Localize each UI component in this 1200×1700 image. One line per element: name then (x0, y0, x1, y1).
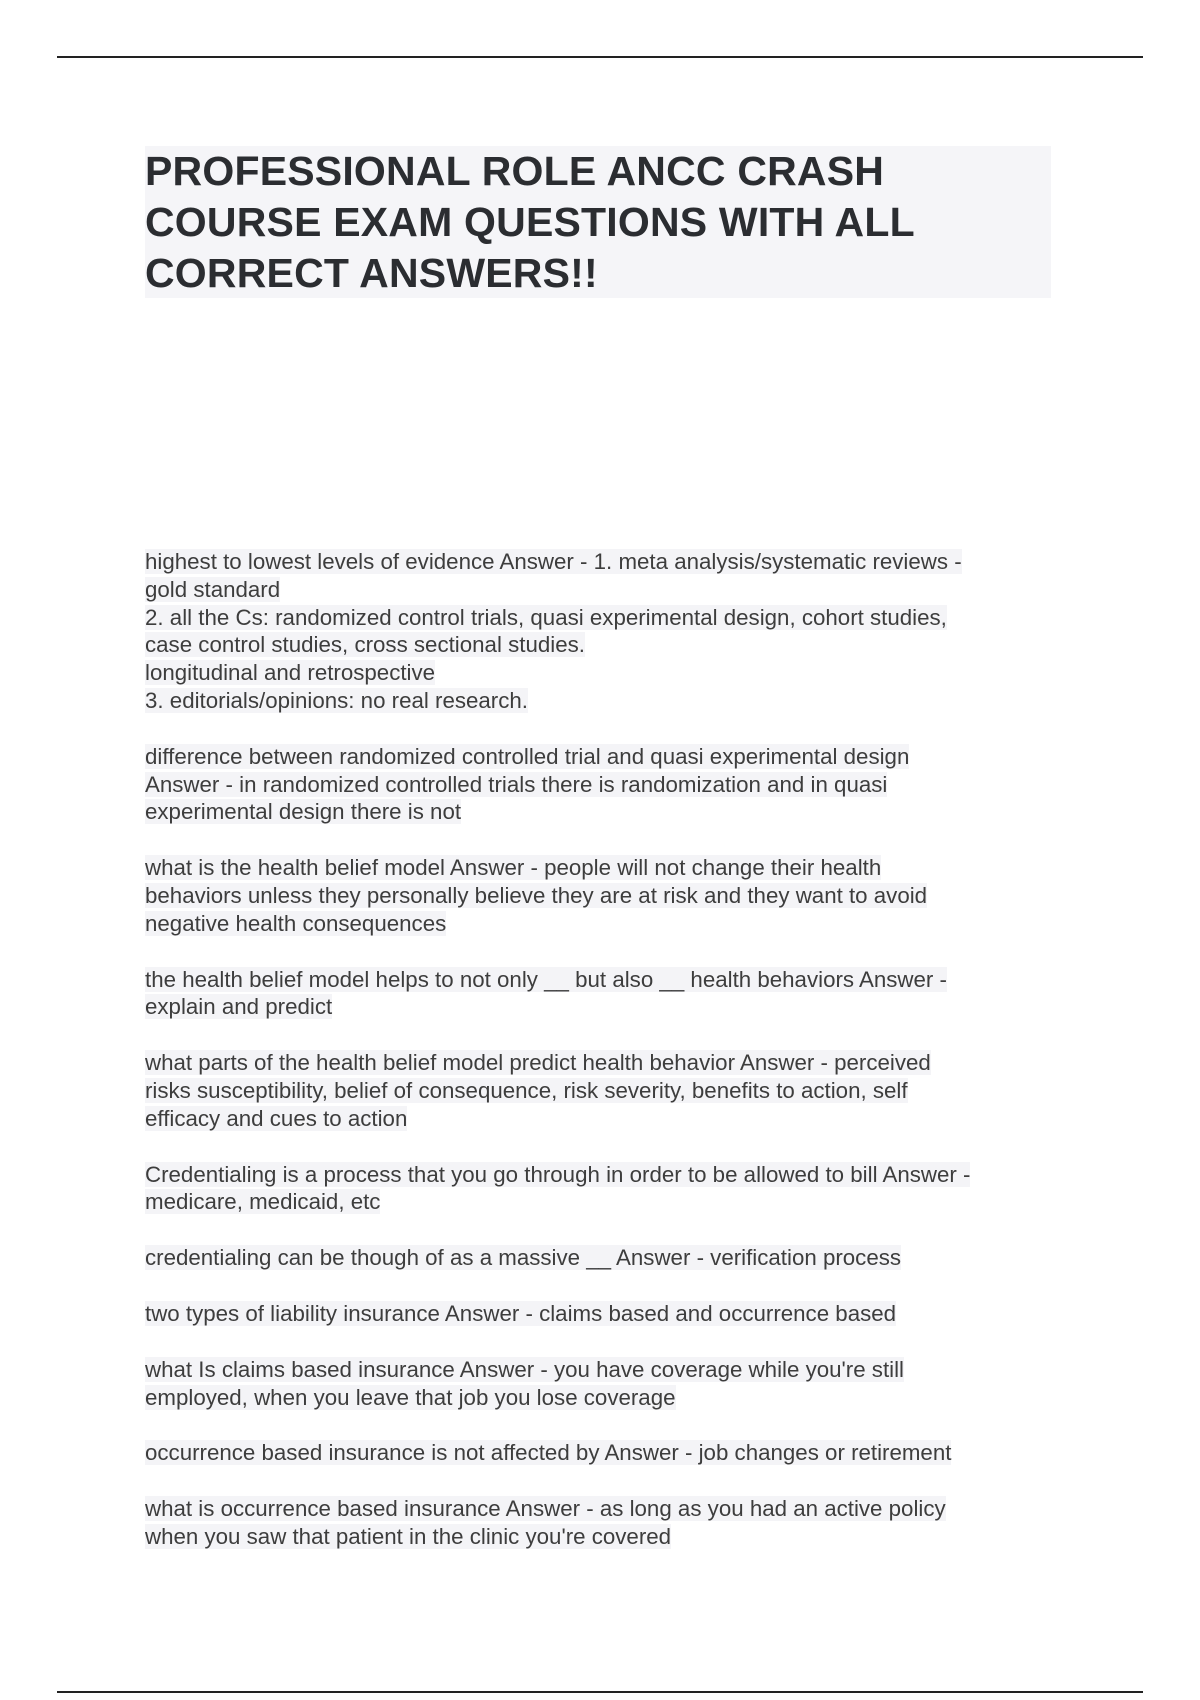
title-box (145, 146, 1051, 298)
qa-line-text: efficacy and cues to action (145, 1105, 408, 1131)
qa-line (145, 1356, 1065, 1384)
qa-entry (145, 1356, 1065, 1412)
qa-entry (145, 1300, 1065, 1328)
qa-line-text: 3. editorials/opinions: no real research. (145, 687, 528, 713)
qa-line (145, 687, 1065, 715)
bottom-rule (57, 1691, 1143, 1693)
qa-line-text: medicare, medicaid, etc (145, 1189, 381, 1215)
qa-entry (145, 1244, 1065, 1272)
qa-entry (145, 1495, 1065, 1551)
title-line: COURSE EXAM QUESTIONS WITH ALL (145, 199, 915, 245)
qa-line-text: two types of liability insurance Answer - claims based and occurrence based (145, 1300, 897, 1326)
qa-line-text: negative health consequences (145, 910, 447, 936)
qa-line (145, 882, 1065, 910)
qa-line-text: case control studies, cross sectional studies. (145, 632, 585, 658)
qa-line-text: 2. all the Cs: randomized control trials, quasi experimental design, cohort studies, (145, 604, 947, 630)
qa-line (145, 1384, 1065, 1412)
qa-line (145, 910, 1065, 938)
title-line: CORRECT ANSWERS!! (145, 250, 598, 296)
qa-line-text: highest to lowest levels of evidence Answer - 1. meta analysis/systematic reviews - (145, 549, 962, 574)
qa-line (145, 854, 1065, 882)
qa-line (145, 659, 1065, 687)
qa-line (145, 631, 1065, 659)
qa-line-text: when you saw that patient in the clinic you're covered (145, 1523, 672, 1549)
qa-line-text: what is the health belief model Answer - people will not change their health (145, 855, 882, 881)
qa-line-text: longitudinal and retrospective (145, 660, 436, 686)
qa-line-text: employed, when you leave that job you lose coverage (145, 1384, 676, 1410)
qa-entry (145, 548, 1065, 715)
qa-line (145, 1161, 1065, 1189)
qa-line (145, 771, 1065, 799)
qa-entry (145, 743, 1065, 826)
qa-line-text: experimental design there is not (145, 799, 462, 825)
qa-line-text: what Is claims based insurance Answer - you have coverage while you're still (145, 1356, 904, 1382)
qa-line (145, 1105, 1065, 1133)
qa-line (145, 966, 1065, 994)
qa-line (145, 743, 1065, 771)
qa-line-text: occurrence based insurance is not affected by Answer - job changes or retirement (145, 1440, 952, 1466)
qa-line-text: what parts of the health belief model predict health behavior Answer - perceived (145, 1050, 931, 1076)
qa-entry (145, 854, 1065, 937)
qa-line-text: explain and predict (145, 994, 333, 1020)
qa-line (145, 993, 1065, 1021)
top-rule (57, 56, 1143, 58)
qa-line-text: behaviors unless they personally believe they are at risk and they want to avoid (145, 882, 928, 908)
qa-entry (145, 1049, 1065, 1132)
qa-line-text: difference between randomized controlled trial and quasi experimental design (145, 743, 910, 769)
qa-line (145, 1439, 1065, 1467)
qa-line-text: gold standard (145, 576, 281, 602)
qa-entry (145, 966, 1065, 1022)
qa-line-text: Answer - in randomized controlled trials there is randomization and in quasi (145, 771, 888, 797)
qa-line (145, 548, 1065, 576)
qa-line (145, 1049, 1065, 1077)
qa-line-text: Credentialing is a process that you go through in order to be allowed to bill Answer - (145, 1161, 971, 1187)
qa-list (145, 548, 1065, 1579)
qa-line-text: risks susceptibility, belief of consequence, risk severity, benefits to action, self (145, 1077, 908, 1103)
qa-line (145, 1300, 1065, 1328)
qa-line-text: the health belief model helps to not only __ but also __ health behaviors Answer - (145, 966, 947, 992)
document-title (145, 146, 1051, 299)
title-line: PROFESSIONAL ROLE ANCC CRASH (145, 148, 885, 194)
qa-line-text: credentialing can be though of as a massive __ Answer - verification process (145, 1245, 902, 1271)
qa-line (145, 1077, 1065, 1105)
qa-line (145, 1244, 1065, 1272)
qa-line (145, 576, 1065, 604)
qa-line (145, 1188, 1065, 1216)
qa-line (145, 1523, 1065, 1551)
qa-entry (145, 1161, 1065, 1217)
qa-line (145, 798, 1065, 826)
qa-line-text: what is occurrence based insurance Answer - as long as you had an active policy (145, 1496, 946, 1522)
qa-entry (145, 1439, 1065, 1467)
qa-line (145, 604, 1065, 632)
qa-line (145, 1495, 1065, 1523)
